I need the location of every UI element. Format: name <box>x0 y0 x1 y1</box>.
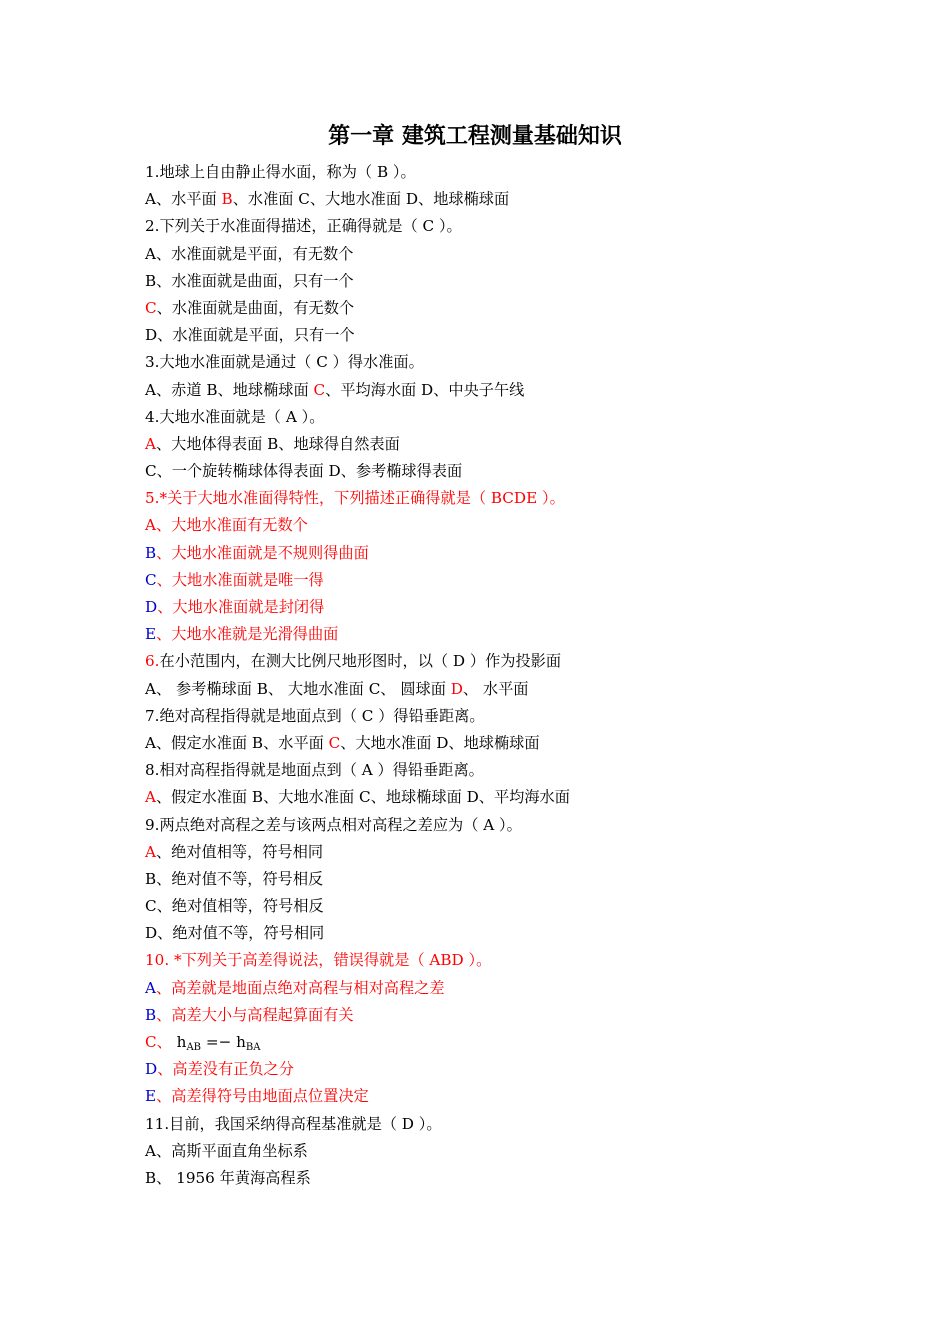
text-segment: 、平均海水面 D、中央子午线 <box>325 380 525 399</box>
formula-text: =− h <box>201 1033 246 1051</box>
text-segment: 、假定水准面 B、大地水准面 C、地球椭球面 D、平均海水面 <box>155 788 570 807</box>
text-segment: B、 1956 年黄海高程系 <box>145 1168 311 1187</box>
text-segment: B <box>221 190 233 209</box>
text-line <box>145 1111 865 1138</box>
text-line <box>145 920 865 947</box>
text-segment: E <box>145 625 157 644</box>
text-segment: B、水准面就是曲面，只有一个 <box>145 271 354 290</box>
text-line <box>145 812 865 839</box>
text-segment: 、高差就是地面点绝对高程与相对高程之差 <box>155 978 445 997</box>
text-line <box>145 295 865 322</box>
text-segment: 、高差大小与高程起算面有关 <box>156 1005 354 1024</box>
text-line <box>145 866 865 893</box>
text-line <box>145 186 865 213</box>
text-segment: 、绝对值相等，符号相同 <box>155 842 324 861</box>
text-segment: 7.绝对高程指得就是地面点到（ C ）得铅垂距离。 <box>145 706 485 725</box>
text-segment: 4.大地水准面就是（ A ）。 <box>145 407 325 426</box>
text-segment: C <box>145 298 157 317</box>
text-segment: 、大地水准面有无数个 <box>155 516 308 535</box>
text-line <box>145 540 865 567</box>
text-line <box>145 485 865 512</box>
text-segment: 8.相对高程指得就是地面点到（ A ）得铅垂距离。 <box>145 761 484 780</box>
formula-subscript: BA <box>245 1042 261 1053</box>
text-line <box>145 431 865 458</box>
text-segment: 在小范围内，在测大比例尺地形图时，以（ D ）作为投影面 <box>159 652 562 671</box>
text-segment: 、高差得符号由地面点位置决定 <box>156 1087 369 1106</box>
text-line <box>145 377 865 404</box>
text-line <box>145 567 865 594</box>
text-line <box>145 594 865 621</box>
text-line <box>145 322 865 349</box>
chapter-title: 第一章 建筑工程测量基础知识 <box>328 123 622 149</box>
text-line <box>145 241 865 268</box>
text-segment: A <box>145 516 156 535</box>
text-line <box>145 1002 865 1029</box>
text-segment: A <box>145 788 156 807</box>
text-segment: 、大地水准面就是不规则得曲面 <box>156 543 369 562</box>
text-line <box>145 512 865 539</box>
text-segment: B <box>145 543 157 562</box>
text-segment: A、水准面就是平面，有无数个 <box>145 244 354 263</box>
text-segment: C <box>145 570 157 589</box>
text-segment: B <box>145 1005 157 1024</box>
text-line <box>145 1083 865 1110</box>
text-segment: C <box>313 380 326 399</box>
text-segment: D <box>145 598 158 616</box>
text-segment: E <box>145 1087 157 1106</box>
text-segment: A <box>145 842 156 861</box>
text-line <box>145 676 865 703</box>
text-segment: 、 水平面 <box>462 679 529 698</box>
text-line <box>145 648 865 675</box>
text-segment: 2.下列关于水准面得描述，正确得就是（ C ）。 <box>145 217 462 236</box>
text-line <box>145 1056 865 1083</box>
text-line <box>145 349 865 376</box>
text-segment: A <box>145 434 156 453</box>
text-line <box>145 1165 865 1192</box>
text-segment: A、水平面 <box>145 190 222 209</box>
text-segment: 、大地水准面就是唯一得 <box>156 570 324 589</box>
text-segment: 3.大地水准面就是通过（ C ）得水准面。 <box>145 353 424 372</box>
formula-text: h <box>176 1033 187 1051</box>
text-line <box>145 404 865 431</box>
text-line <box>145 159 865 186</box>
text-segment: 、大地水准面 D、地球椭球面 <box>340 733 540 752</box>
text-segment: 9.两点绝对高程之差与该两点相对高程之差应为（ A ）。 <box>145 815 522 834</box>
text-segment: A、赤道 B、地球椭球面 <box>145 380 314 399</box>
text-line <box>145 893 865 920</box>
text-segment: A、高斯平面直角坐标系 <box>145 1141 308 1160</box>
text-line <box>145 784 865 811</box>
text-segment: 、水准面就是曲面，有无数个 <box>156 298 355 317</box>
text-line <box>145 1029 865 1056</box>
text-line <box>145 947 865 974</box>
text-segment: 、高差没有正负之分 <box>157 1060 294 1079</box>
text-segment: D、绝对值不等，符号相同 <box>145 924 325 943</box>
text-segment: 11.目前，我国采纳得高程基准就是（ D ）。 <box>145 1114 442 1133</box>
text-segment: 、 <box>156 1033 177 1051</box>
question-list <box>145 159 865 1192</box>
text-segment: A <box>145 978 156 997</box>
text-segment: A、假定水准面 B、水平面 <box>145 733 329 752</box>
text-segment: 、大地水准就是光滑得曲面 <box>156 625 339 644</box>
text-line <box>145 1138 865 1165</box>
text-segment: D <box>145 1060 158 1079</box>
text-segment: 6. <box>145 652 160 671</box>
text-line <box>145 730 865 757</box>
text-line <box>145 268 865 295</box>
text-segment: C、绝对值相等，符号相反 <box>145 897 324 916</box>
text-segment: C、一个旋转椭球体得表面 D、参考椭球得表面 <box>145 462 463 481</box>
text-segment: B、绝对值不等，符号相反 <box>145 869 324 888</box>
text-segment: 、大地体得表面 B、地球得自然表面 <box>155 434 400 453</box>
text-line <box>145 975 865 1002</box>
text-line <box>145 757 865 784</box>
text-segment: D、水准面就是平面，只有一个 <box>145 326 355 345</box>
text-line <box>145 621 865 648</box>
text-segment: D <box>450 679 463 698</box>
text-segment: 、大地水准面就是封闭得 <box>157 598 325 616</box>
text-segment: 、水准面 C、大地水准面 D、地球椭球面 <box>232 190 510 209</box>
text-segment: A、 参考椭球面 B、 大地水准面 C、 圆球面 <box>145 679 451 698</box>
text-segment: 10. *下列关于高差得说法，错误得就是（ ABD ）。 <box>145 951 492 970</box>
text-line <box>145 213 865 240</box>
text-segment: C <box>145 1033 157 1051</box>
text-line <box>145 458 865 485</box>
formula-subscript: AB <box>186 1042 202 1053</box>
text-line <box>145 703 865 730</box>
text-line <box>145 839 865 866</box>
text-segment: C <box>328 733 341 752</box>
text-segment: 5.*关于大地水准面得特性，下列描述正确得就是（ BCDE ）。 <box>145 489 565 508</box>
text-segment: 1.地球上自由静止得水面，称为（ B ）。 <box>145 163 416 181</box>
